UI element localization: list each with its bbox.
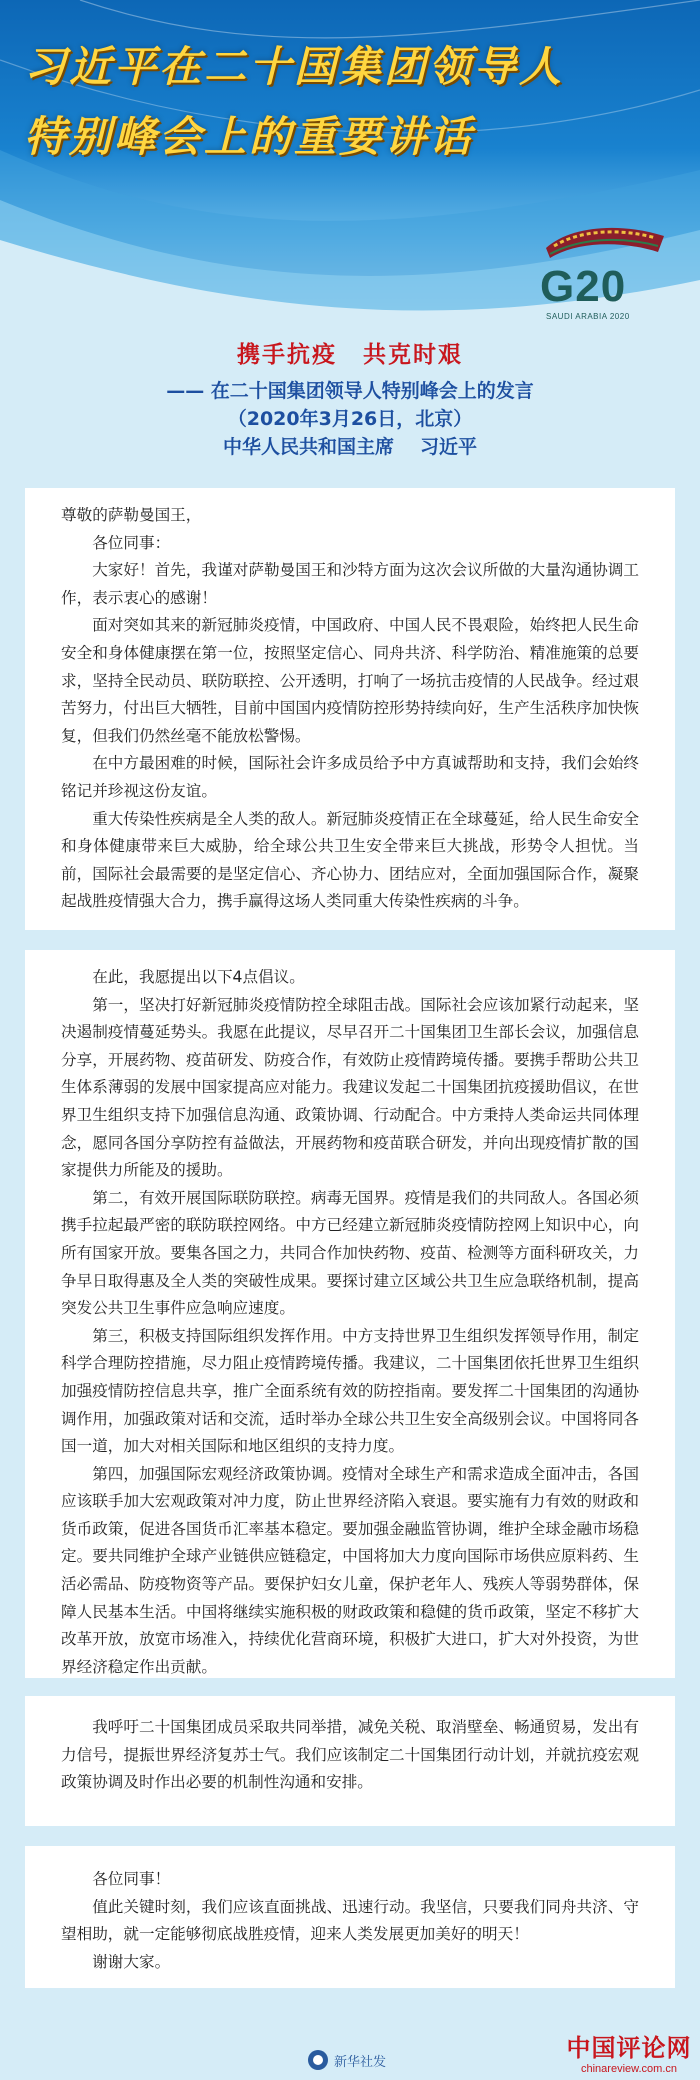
xinhua-logo-icon (308, 2050, 328, 2070)
speech-date-place: （2020年3月26日，北京） (227, 408, 473, 430)
speaker-title: 中华人民共和国主席 (222, 436, 394, 458)
paragraph: 重大传染性疾病是全人类的敌人。新冠肺炎疫情正在全球蔓延，给人民生命安全和身体健康带来巨大威胁，给全球公共卫生安全带来巨大挑战，形势令人担忧。当前，国际社会最需要的是坚定信心、齐心协力、团结应对，全面加强国际合作，凝聚起战胜疫情强大合力，携手赢得这场人类同重大传染性疾病的斗争。 (61, 809, 639, 911)
paragraph: 第四，加强国际宏观经济政策协调。疫情对全球生产和需求造成全面冲击，各国应该联手加大宏观政策对冲力度，防止世界经济陷入衰退。要实施有力有效的财政和货币政策，促进各国货币汇率基本稳定。要加强金融监管协调，维护全球金融市场稳定。要共同维护全球产业链供应链稳定，中国将加大力度向国际市场供应原料药、生活必需品、防疫物资等产品。要保护妇女儿童，保护老年人、残疾人等弱势群体，保障人民基本生活。中国将继续实施积极的财政政策和稳健的货币政策，坚定不移扩大改革开放，放宽市场准入，持续优化营商环境，积极扩大进口，扩大对外投资，为世界经济稳定作出贡献。 (61, 1464, 639, 1676)
paragraph: 大家好！首先，我谨对萨勒曼国王和沙特方面为这次会议所做的大量沟通协调工作，表示衷心的感谢！ (61, 561, 639, 607)
xinhua-credit (308, 2050, 386, 2070)
banner-title-line1: 习近平在二十国集团领导人 (24, 42, 565, 91)
speech-occasion: —— 在二十国集团领导人特别峰会上的发言 (166, 380, 534, 402)
paragraph: 我呼吁二十国集团成员采取共同举措，减免关税、取消壁垒、畅通贸易，发出有力信号，提振世界经济复苏士气。我们应该制定二十国集团行动计划，并就抗疫宏观政策协调及时作出必要的机制性沟通和安排。 (61, 1718, 639, 1792)
speech-title (0, 336, 700, 369)
g20-logo-subtitle: SAUDI ARABIA 2020 (546, 312, 630, 321)
closing-salutation: 各位同事！ (92, 1870, 171, 1888)
chinareview-watermark-url: chinareview.com.cn (581, 2063, 677, 2075)
chinareview-watermark-title: 中国评论网 (566, 2033, 692, 2062)
closing-thanks: 谢谢大家。 (92, 1952, 171, 1971)
banner-title-line2: 特别峰会上的重要讲话 (24, 112, 475, 161)
paragraph: 第三，积极支持国际组织发挥作用。中方支持世界卫生组织发挥领导作用，制定科学合理防控措施，尽力阻止疫情跨境传播。我建议，二十国集团依托世界卫生组织加强疫情防控信息共享，推广全面系统有效的防控指南。要发挥二十国集团的沟通协调作用，加强政策对话和交流，适时举办全球公共卫生安全高级别会议。中国将同各国一道，加大对相关国际和地区组织的支持力度。 (61, 1326, 639, 1456)
paragraph: 第一，坚决打好新冠肺炎疫情防控全球阻击战。国际社会应该加紧行动起来，坚决遏制疫情蔓延势头。我愿在此提议，尽早召开二十国集团卫生部长会议，加强信息分享，开展药物、疫苗研发、防疫合作，有效防止疫情跨境传播。要携手帮助公共卫生体系薄弱的发展中国家提高应对能力。我建议发起二十国集团抗疫援助倡议，在世界卫生组织支持下加强信息沟通、政策协调、行动配合。中方秉持人类命运共同体理念，愿同各国分享防控有益做法，开展药物和疫苗联合研发，并向出现疫情扩散的国家提供力所能及的援助。 (61, 995, 639, 1180)
chinareview-watermark (562, 2028, 696, 2075)
g20-logo: G20 (540, 262, 627, 311)
speech-title-part2: 共克时艰 (363, 342, 463, 368)
paragraph: 第二，有效开展国际联防联控。病毒无国界。疫情是我们的共同敌人。各国必须携手拉起最严密的联防联控网络。中方已经建立新冠肺炎疫情防控网上知识中心，向所有国家开放。要集各国之力，共同合作加快药物、疫苗、检测等方面科研攻关，力争早日取得惠及全人类的突破性成果。要探讨建立区域公共卫生应急联络机制，提高突发公共卫生事件应急响应速度。 (61, 1188, 639, 1318)
header-banner (0, 0, 700, 330)
speech-title-part1: 携手抗疫 (237, 342, 337, 368)
speech-section-appeal (25, 1696, 675, 1826)
paragraph: 值此关键时刻，我们应该直面挑战、迅速行动。我坚信，只要我们同舟共济、守望相助，就一定能够彻底战胜疫情，迎来人类发展更加美好的明天！ (61, 1897, 639, 1944)
paragraph: 在中方最困难的时候，国际社会许多成员给予中方真诚帮助和支持，我们会始终铭记并珍视这份友谊。 (61, 754, 639, 800)
paragraph: 在此，我愿提出以下4点倡议。 (92, 968, 305, 986)
xinhua-credit-text: 新华社发 (334, 2054, 387, 2070)
speaker-name: 习近平 (420, 436, 478, 458)
paragraph: 面对突如其来的新冠肺炎疫情，中国政府、中国人民不畏艰险，始终把人民生命安全和身体健康摆在第一位，按照坚定信心、同舟共济、科学防治、精准施策的总要求，坚持全民动员、联防联控、公开透明，打响了一场抗击疫情的人民战争。经过艰苦努力，付出巨大牺牲，目前中国国内疫情防控形势持续向好，生产生活秩序加快恢复，但我们仍然丝毫不能放松警惕。 (61, 616, 639, 745)
g20-ribbon-icon (540, 218, 670, 262)
speech-section-opening (25, 488, 675, 930)
speech-section-closing (25, 1846, 675, 1988)
salutation-colleagues: 各位同事： (92, 533, 171, 552)
speech-section-proposals (25, 950, 675, 1678)
salutation-king: 尊敬的萨勒曼国王， (61, 506, 202, 524)
speaker-line (0, 432, 700, 459)
